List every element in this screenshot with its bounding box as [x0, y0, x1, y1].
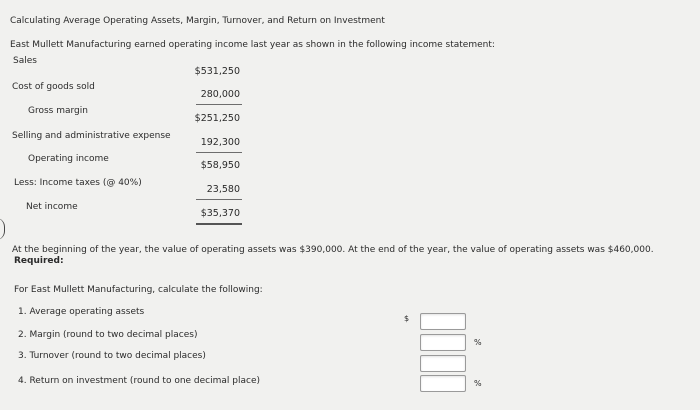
required-label: Required:: [14, 256, 64, 266]
sales-label: Sales: [13, 56, 37, 66]
question-4-label: 4. Return on investment (round to one decimal place): [18, 376, 261, 386]
margin-input[interactable]: [420, 334, 466, 351]
page-title: Calculating Average Operating Assets, Margin, Turnover, and Return on Investment: [10, 16, 385, 26]
operating-income-label: Operating income: [28, 154, 109, 164]
instruction-text: For East Mullett Manufacturing, calculate the following:: [14, 285, 263, 295]
cogs-label: Cost of goods sold: [12, 82, 95, 92]
average-operating-assets-input[interactable]: [420, 313, 466, 330]
cogs-value: 280,000: [200, 89, 240, 100]
operating-assets-text: At the beginning of the year, the value of operating assets was $390,000. At the end of the year, the value of operating assets was $460,000.: [12, 245, 654, 255]
taxes-value: 23,580: [206, 184, 240, 195]
sga-value: 192,300: [200, 137, 240, 148]
taxes-label: Less: Income taxes (@ 40%): [14, 178, 142, 188]
net-income-double-underline: [196, 223, 242, 225]
question-3-label: 3. Turnover (round to two decimal places): [18, 351, 206, 361]
question-2-label: 2. Margin (round to two decimal places): [18, 330, 198, 340]
net-income-value: $35,370: [200, 208, 240, 219]
sga-underline: [196, 152, 242, 153]
turnover-input[interactable]: [420, 355, 466, 372]
roi-input[interactable]: [420, 375, 466, 392]
intro-text: East Mullett Manufacturing earned operating income last year as shown in the following income statement:: [10, 40, 495, 50]
cogs-underline: [196, 104, 242, 105]
taxes-underline: [196, 199, 242, 200]
question-1-prefix: $: [404, 314, 410, 323]
question-4-suffix: %: [474, 379, 482, 388]
net-income-label: Net income: [26, 202, 78, 212]
gross-margin-value: $251,250: [194, 113, 240, 124]
question-2-suffix: %: [474, 338, 482, 347]
sga-label: Selling and administrative expense: [12, 131, 171, 141]
question-1-label: 1. Average operating assets: [18, 307, 145, 317]
sales-value: $531,250: [194, 66, 240, 77]
left-arrow-icon: [0, 218, 5, 240]
operating-income-value: $58,950: [200, 160, 240, 171]
gross-margin-label: Gross margin: [28, 106, 88, 116]
